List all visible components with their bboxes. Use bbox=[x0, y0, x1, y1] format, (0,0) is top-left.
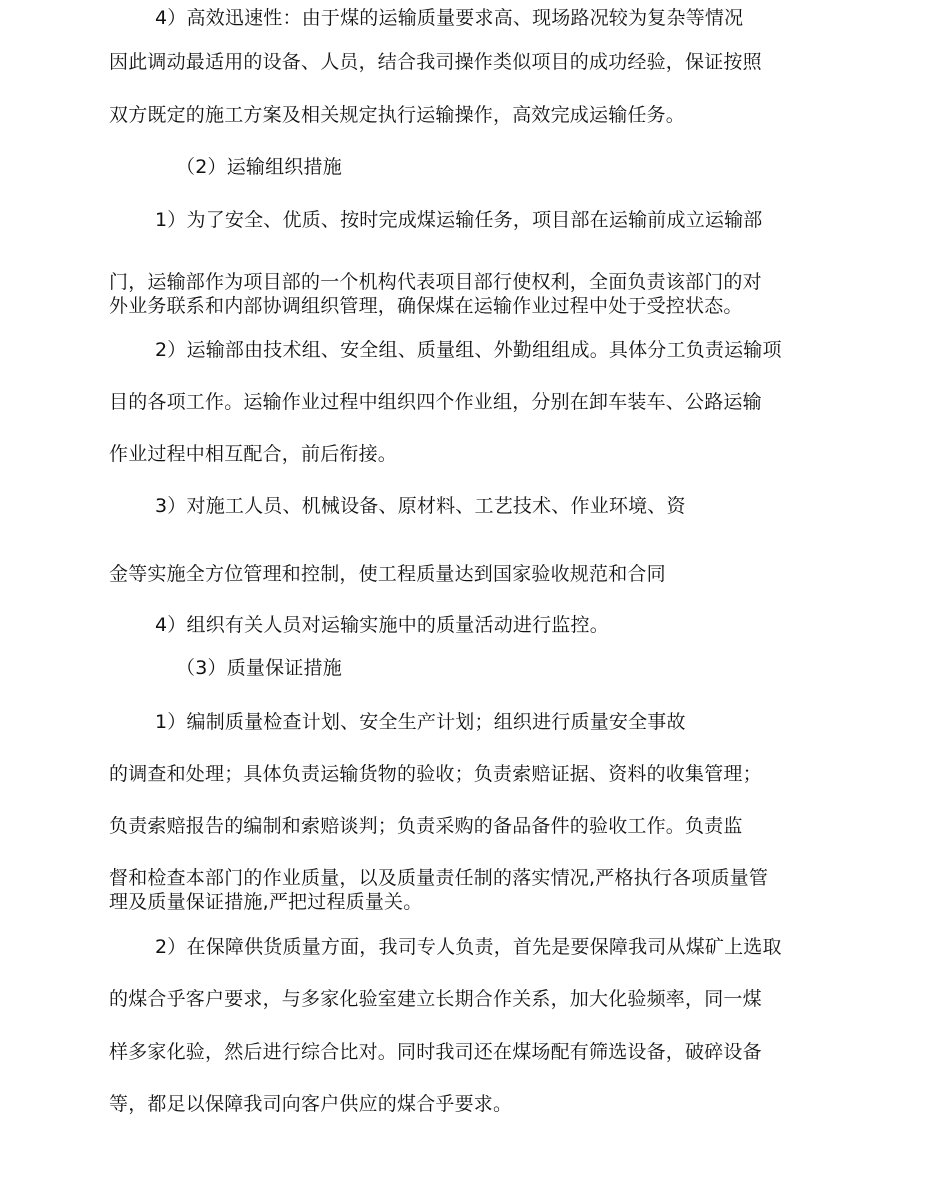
text-line: 3）对施工人员、机械设备、原材料、工艺技术、作业环境、资 bbox=[155, 495, 686, 517]
text-line: 负责索赔报告的编制和索赔谈判；负责采购的备品备件的验收工作。负责监 bbox=[109, 815, 743, 837]
text-line: 作业过程中相互配合，前后衔接。 bbox=[109, 443, 398, 465]
section-heading: （2）运输组织措施 bbox=[176, 156, 342, 178]
text-line: 目的各项工作。运输作业过程中组织四个作业组，分别在卸车装车、公路运输 bbox=[109, 391, 762, 413]
text-line: 2）在保障供货质量方面，我司专人负责，首先是要保障我司从煤矿上选取 bbox=[155, 936, 782, 958]
text-line: 2）运输部由技术组、安全组、质量组、外勤组组成。具体分工负责运输项 bbox=[155, 339, 782, 361]
text-line: 外业务联系和内部协调组织管理，确保煤在运输作业过程中处于受控状态。 bbox=[109, 295, 743, 317]
text-line: 1）编制质量检查计划、安全生产计划；组织进行质量安全事故 bbox=[155, 711, 686, 733]
text-line: 双方既定的施工方案及相关规定执行运输操作，高效完成运输任务。 bbox=[109, 104, 686, 126]
text-line: 因此调动最适用的设备、人员，结合我司操作类似项目的成功经验，保证按照 bbox=[109, 51, 762, 73]
section-heading: （3）质量保证措施 bbox=[176, 657, 342, 679]
text-line: 督和检查本部门的作业质量，以及质量责任制的落实情况,严格执行各项质量管 bbox=[109, 867, 769, 889]
text-line: 4）组织有关人员对运输实施中的质量活动进行监控。 bbox=[155, 614, 609, 636]
text-line: 4）高效迅速性：由于煤的运输质量要求高、现场路况较为复杂等情况 bbox=[155, 7, 744, 29]
text-line: 等，都足以保障我司向客户供应的煤合乎要求。 bbox=[109, 1093, 513, 1115]
text-line: 理及质量保证措施,严把过程质量关。 bbox=[109, 891, 423, 913]
text-line: 金等实施全方位管理和控制，使工程质量达到国家验收规范和合同 bbox=[109, 563, 666, 585]
text-line: 1）为了安全、优质、按时完成煤运输任务，项目部在运输前成立运输部 bbox=[155, 209, 763, 231]
text-line: 的调查和处理；具体负责运输货物的验收；负责索赔证据、资料的收集管理； bbox=[109, 763, 762, 785]
text-line: 样多家化验，然后进行综合比对。同时我司还在煤场配有筛选设备，破碎设备 bbox=[109, 1041, 762, 1063]
text-line: 门，运输部作为项目部的一个机构代表项目部行使权利，全面负责该部门的对 bbox=[109, 271, 762, 293]
text-line: 的煤合乎客户要求，与多家化验室建立长期合作关系，加大化验频率，同一煤 bbox=[109, 988, 762, 1010]
